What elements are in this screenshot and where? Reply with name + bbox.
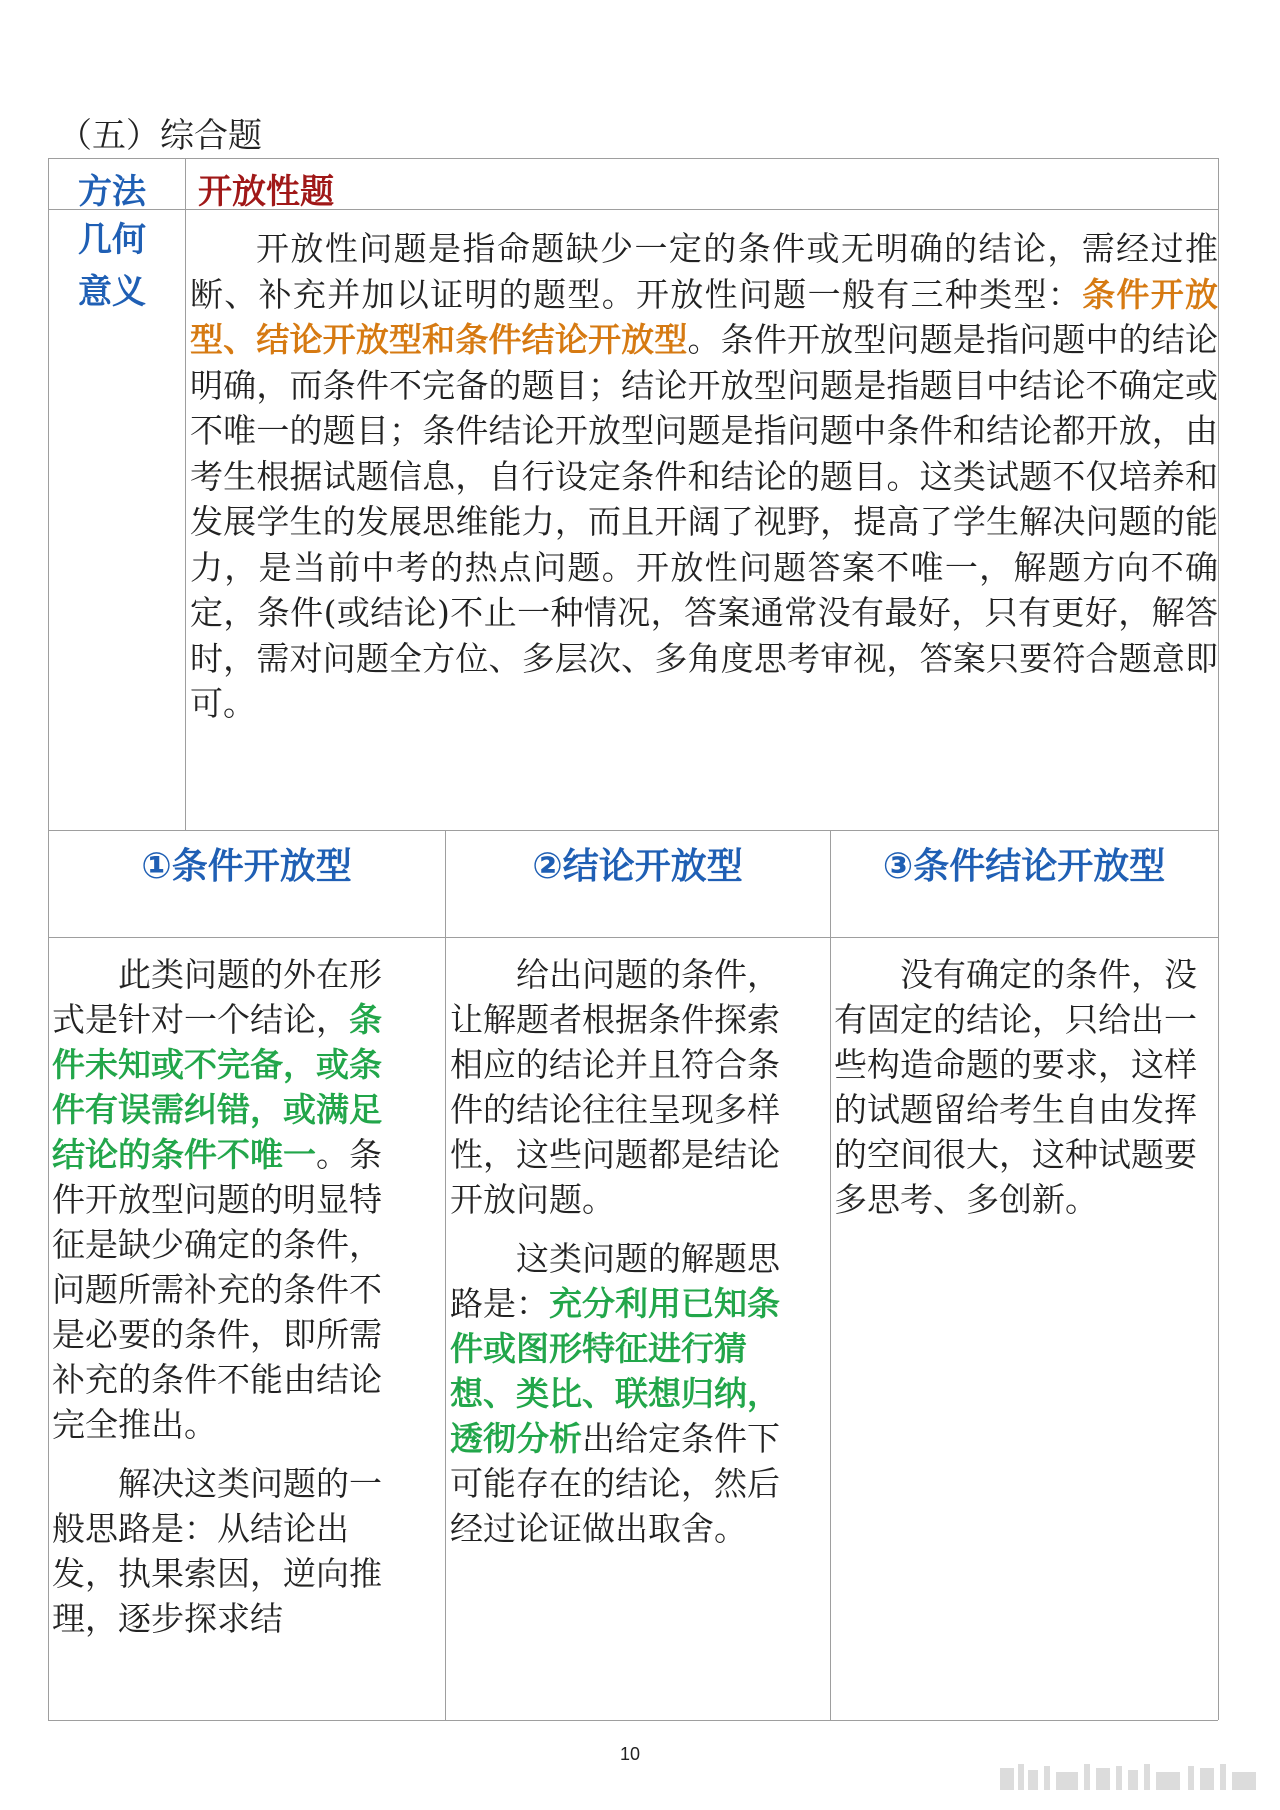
column1-p1-highlight: 条件未知或不完备，或条件有误需纠错，或满足结论的条件不唯一 xyxy=(52,1000,382,1174)
table-label-divider xyxy=(185,158,186,830)
table-col-divider-2 xyxy=(830,830,831,1720)
page-number: 10 xyxy=(620,1744,641,1764)
table-border-left xyxy=(48,158,49,1720)
column1-paragraph1 xyxy=(52,952,410,1447)
table-divider-columns xyxy=(48,830,1218,831)
section-title: （五）综合题 xyxy=(58,116,262,156)
table-col-divider-1 xyxy=(445,830,446,1720)
column-text-both-open xyxy=(834,952,1198,1222)
column1-p1-part2: 。条件开放型问题的明显特征是缺少确定的条件，问题所需补充的条件不是必要的条件，即所需补充的条件不能由结论完全推出。 xyxy=(52,1135,382,1444)
column2-p2-part2: 出给定条件下可能存在的结论，然后经过论证做出取舍。 xyxy=(450,1419,780,1548)
column3-paragraph1: 没有确定的条件，没有固定的结论，只给出一些构造命题的要求，这样的试题留给考生自由发挥的空间很大，这种试题要多思考、多创新。 xyxy=(834,955,1197,1219)
column-title-condition-open: ①条件开放型 xyxy=(141,846,352,887)
meaning-label-line1: 几何 xyxy=(78,220,146,260)
watermark-icon xyxy=(1000,1762,1260,1792)
table-border-right xyxy=(1218,158,1219,1720)
meaning-label xyxy=(78,214,146,318)
column2-paragraph2 xyxy=(450,1236,812,1551)
column-text-conclusion-open xyxy=(450,952,812,1551)
meaning-text-highlight: 条件开放型、结论开放型和条件结论开放型 xyxy=(190,274,1219,359)
column1-p1-part1: 此类问题的外在形式是针对一个结论， xyxy=(52,955,382,1039)
column2-p2-part1: 这类问题的解题思路是： xyxy=(450,1239,780,1323)
table-divider-column-heads xyxy=(48,937,1218,938)
column-title-conclusion-open: ②结论开放型 xyxy=(532,846,743,887)
column-text-condition-open xyxy=(52,952,410,1641)
method-value: 开放性题 xyxy=(198,172,334,212)
column2-paragraph1: 给出问题的条件，让解题者根据条件探索相应的结论并且符合条件的结论往往呈现多样性，这些问题都是结论开放问题。 xyxy=(450,955,780,1219)
meaning-text-part1: 开放性问题是指命题缺少一定的条件或无明确的结论，需经过推断、补充并加以证明的题型。开放性问题一般有三种类型： xyxy=(190,229,1218,314)
table-border-top xyxy=(48,158,1218,159)
table-border-bottom xyxy=(48,1720,1218,1721)
column1-paragraph2: 解决这类问题的一般思路是：从结论出发，执果索因，逆向推理，逐步探求结 xyxy=(52,1464,382,1638)
column2-p2-highlight: 充分利用已知条件或图形特征进行猜想、类比、联想归纳，透彻分析 xyxy=(450,1284,780,1458)
column-title-both-open: ③条件结论开放型 xyxy=(882,846,1166,887)
method-label: 方法 xyxy=(78,172,146,212)
meaning-text xyxy=(190,226,1218,727)
meaning-label-line2: 意义 xyxy=(78,272,146,312)
meaning-text-part2: 。条件开放型问题是指问题中的结论明确，而条件不完备的题目；结论开放型问题是指题目中结论不确定或不唯一的题目；条件结论开放型问题是指问题中条件和结论都开放，由考生根据试题信息，自行设定条件和结论的题目。这类试题不仅培养和发展学生的发展思维能力，而且开阔了视野，提高了学生解决问题的能力，是当前中考的热点问题。开放性问题答案不唯一，解题方向不确定，条件(或结论)不止一种情况，答案通常没有最好，只有更好，解答时，需对问题全方位、多层次、多角度思考审视，答案只要符合题意即可。 xyxy=(190,320,1219,723)
